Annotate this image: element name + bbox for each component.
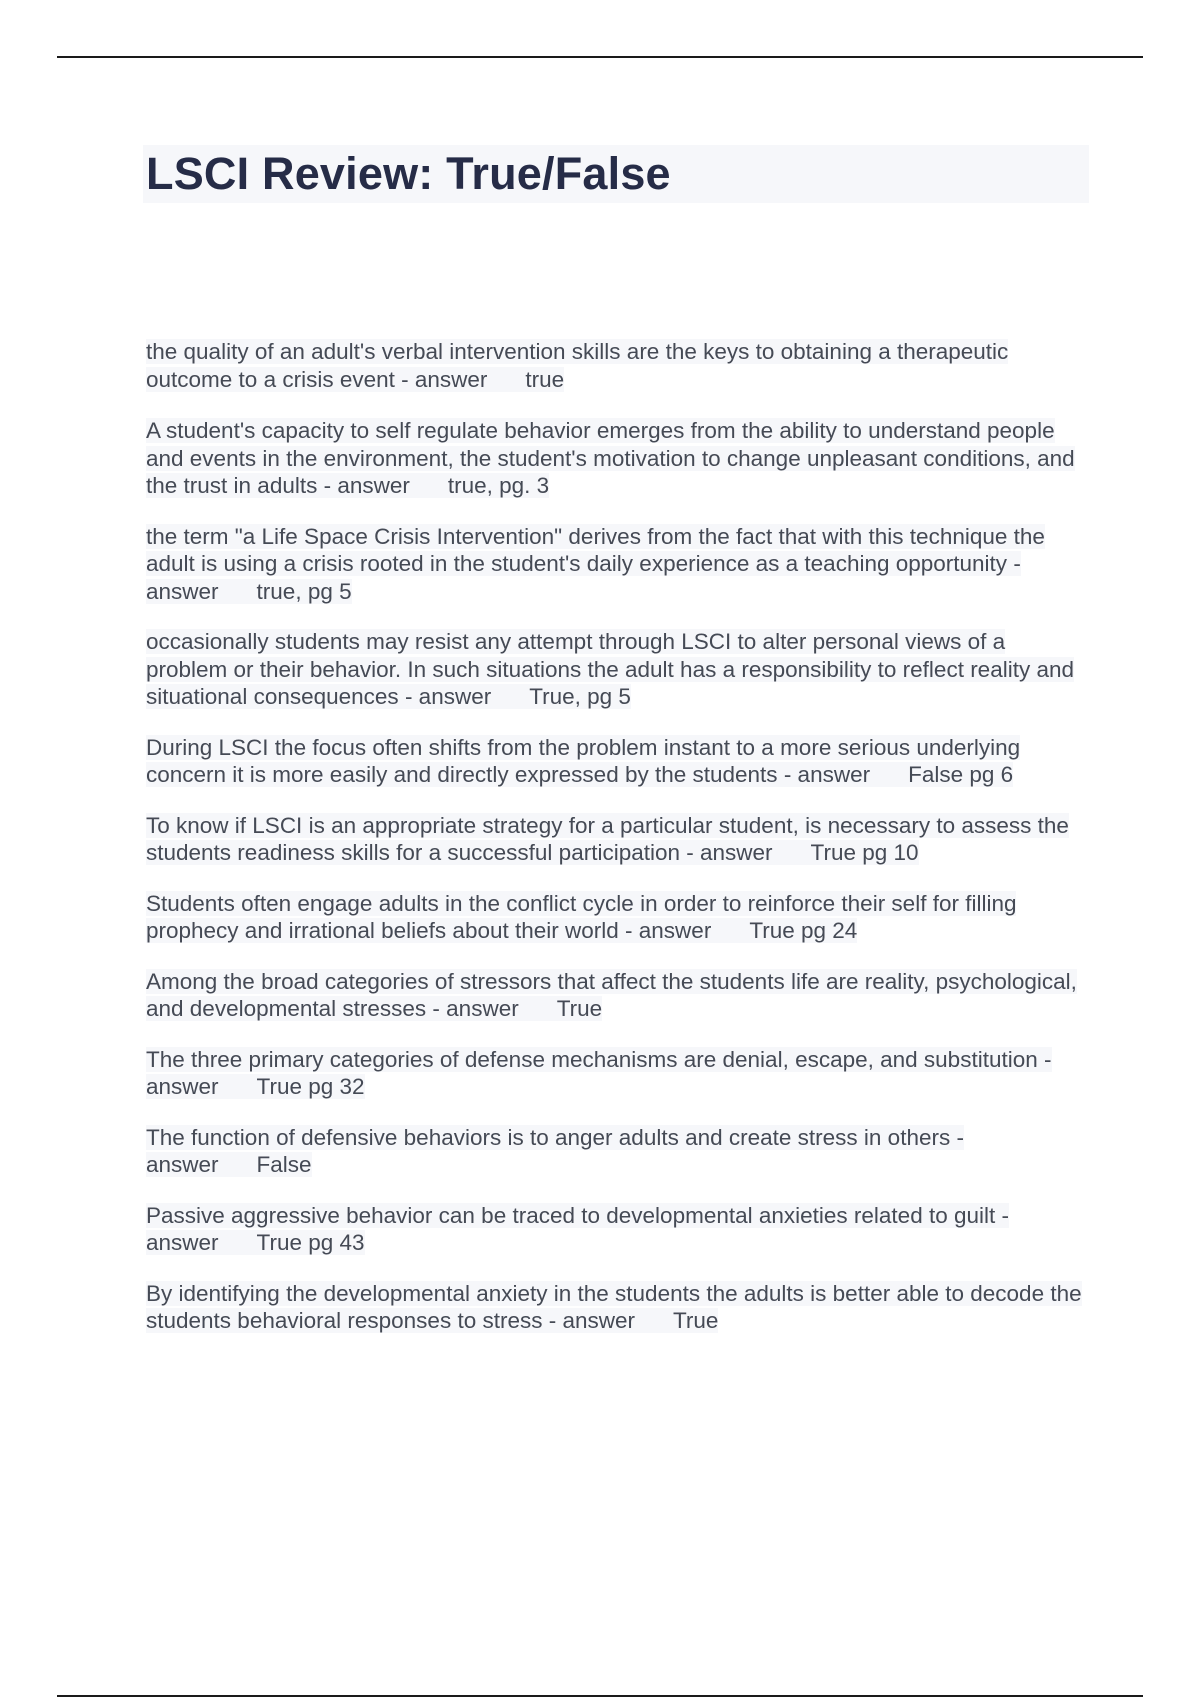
question-answer [146, 1047, 1052, 1100]
question-list [146, 338, 1092, 1335]
question-text: A student's capacity to self regulate behavior emerges from the ability to understand people and events in the environment, the student's motivation to change unpleasant conditions, and the trust in adults [146, 418, 1075, 498]
answer-text: true [525, 366, 565, 392]
question-answer [146, 1125, 964, 1178]
bottom-divider [57, 1695, 1143, 1697]
question-answer [146, 524, 1045, 604]
list-item [146, 890, 1092, 945]
answer-separator: - answer [394, 366, 488, 392]
question-text: Students often engage adults in the conflict cycle in order to reinforce their self for filling prophecy and irrational beliefs about their world [146, 890, 1017, 943]
question-text: occasionally students may resist any attempt through LSCI to alter personal views of a problem or their behavior. In such situations the adult has a responsibility to reflect reality and situational consequences [146, 629, 1075, 709]
answer-text: True [673, 1308, 719, 1333]
list-item [146, 1202, 1092, 1257]
question-text: The function of defensive behaviors is to anger adults and create stress in others [146, 1124, 951, 1150]
question-answer [146, 891, 1016, 944]
answer-separator: - answer [398, 684, 492, 709]
list-item [146, 968, 1092, 1023]
question-answer [146, 735, 1020, 788]
question-text: Passive aggressive behavior can be traced to developmental anxieties related to guilt [146, 1202, 996, 1228]
answer-text: True pg 10 [810, 840, 919, 865]
answer-separator: - answer [426, 996, 519, 1021]
answer-text: true, pg 5 [256, 578, 352, 604]
question-text: the quality of an adult's verbal intervention skills are the keys to obtaining a therapeutic outcome to a crisis event [146, 339, 1009, 392]
question-answer [146, 339, 1008, 392]
list-item [146, 417, 1092, 500]
question-text: During LSCI the focus often shifts from the problem instant to a more serious underlying concern it is more easily and directly expressed by the students [146, 734, 1021, 787]
list-item [146, 338, 1092, 393]
question-text: By identifying the developmental anxiety in the students the adults is better able to decode the students behavioral responses to stress [146, 1280, 1082, 1333]
page-title: LSCI Review: True/False [146, 148, 671, 199]
question-text: To know if LSCI is an appropriate strategy for a particular student, is necessary to assess the students readiness skills for a successful participation [146, 812, 1069, 865]
question-answer [146, 1281, 1082, 1334]
answer-text: False pg 6 [908, 762, 1014, 787]
answer-separator: - answer [146, 551, 1021, 604]
question-answer [146, 813, 1069, 866]
answer-text: True pg 43 [256, 1230, 365, 1255]
list-item [146, 1046, 1092, 1101]
answer-separator: - answer [680, 840, 773, 865]
answer-separator: - answer [146, 1202, 1010, 1255]
answer-text: True, pg 5 [529, 684, 631, 709]
answer-separator: - answer [542, 1308, 635, 1333]
question-text: Among the broad categories of stressors that affect the students life are reality, psychological, and developmental stresses [146, 968, 1077, 1021]
list-item [146, 1280, 1092, 1335]
question-text: the term "a Life Space Crisis Intervention" derives from the fact that with this technique the adult is using a crisis rooted in the student's daily experience as a teaching opportunity [146, 523, 1045, 576]
question-text: The three primary categories of defense mechanisms are denial, escape, and substitution [146, 1046, 1038, 1072]
question-answer [146, 629, 1074, 709]
question-answer [146, 969, 1077, 1022]
list-item [146, 628, 1092, 711]
answer-text: True pg 24 [749, 918, 858, 943]
list-item [146, 812, 1092, 867]
answer-separator: - answer [777, 762, 871, 787]
answer-separator: - answer [146, 1124, 964, 1177]
answer-text: False [256, 1152, 312, 1177]
answer-separator: - answer [317, 473, 410, 498]
top-divider [57, 56, 1143, 58]
answer-separator: - answer [618, 918, 712, 943]
list-item [146, 523, 1092, 606]
question-answer [146, 418, 1075, 498]
question-answer [146, 1203, 1009, 1256]
answer-text: True pg 32 [256, 1074, 365, 1099]
answer-text: True [556, 996, 603, 1021]
answer-text: true, pg. 3 [447, 473, 550, 498]
answer-separator: - answer [146, 1046, 1052, 1099]
list-item [146, 1124, 1092, 1179]
list-item [146, 734, 1092, 789]
